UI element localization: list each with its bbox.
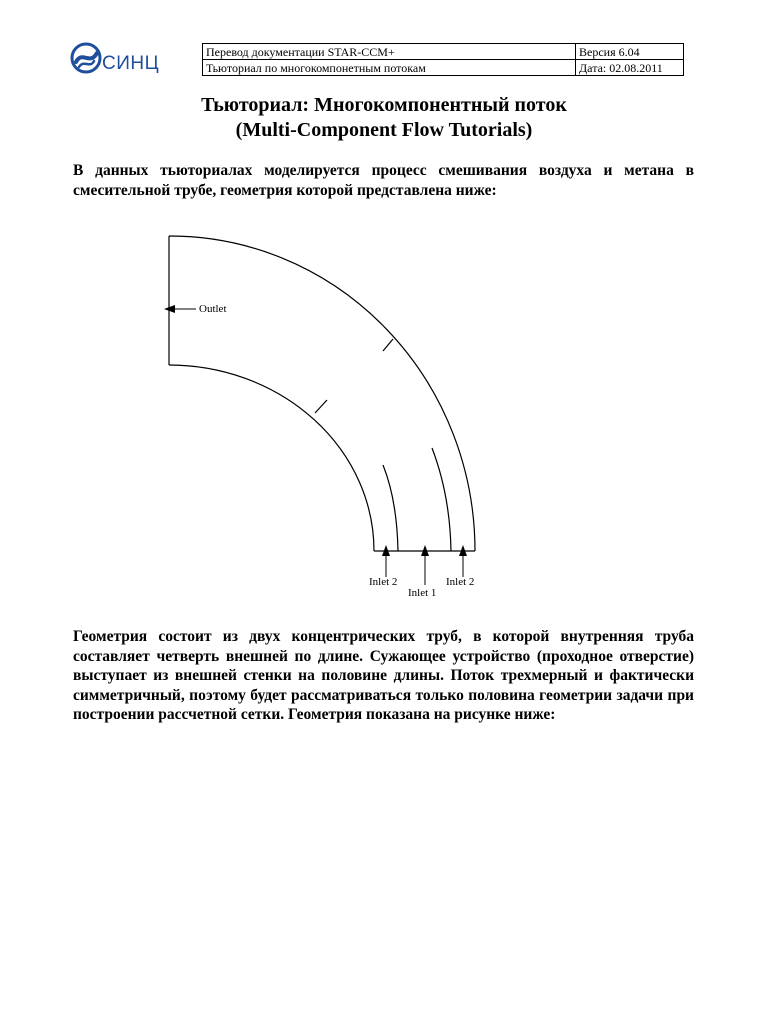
header-tutorial: Тьюториал по многокомпонетным потокам bbox=[203, 60, 576, 76]
inner-wall bbox=[169, 365, 374, 551]
logo-icon bbox=[70, 42, 102, 74]
header-translation: Перевод документации STAR-CCM+ bbox=[203, 44, 576, 60]
mixing-pipe-figure bbox=[140, 225, 520, 605]
inner-pipe-left bbox=[383, 465, 398, 551]
outlet-label: Outlet bbox=[199, 303, 227, 315]
inlet-2-left-label: Inlet 2 bbox=[369, 576, 398, 588]
inlet-1-label: Inlet 1 bbox=[408, 587, 437, 599]
intro-paragraph: В данных тьюториалах моделируется процесс смешивания воздуха и метана в смесительной трубе, геометрия которой представлена ниже: bbox=[73, 162, 694, 199]
company-logo bbox=[70, 40, 170, 80]
orifice-inner bbox=[315, 400, 327, 413]
inner-pipe-right bbox=[432, 448, 451, 551]
logo-text: СИНЦ bbox=[102, 53, 160, 74]
header-date: Дата: 02.08.2011 bbox=[576, 60, 684, 76]
document-header-table bbox=[202, 43, 684, 76]
orifice-outer bbox=[383, 339, 393, 351]
page-title bbox=[0, 93, 768, 143]
header-version: Версия 6.04 bbox=[576, 44, 684, 60]
inlet-2-right-label: Inlet 2 bbox=[446, 576, 475, 588]
title-line-1: Тьюториал: Многокомпонентный поток bbox=[201, 94, 567, 116]
outer-wall bbox=[169, 236, 475, 551]
title-line-2: (Multi-Component Flow Tutorials) bbox=[235, 119, 533, 141]
description-paragraph: Геометрия состоит из двух концентрических труб, в которой внутренняя труба составляет четверть внешней по длине. Сужающее устройство (проходное отверстие) выступает из внешней стенки на половине длины. Поток трехмерный и фактически симметричный, поэтому будет рассматриваться только половина геометрии задачи при построении рассчетной сетки. Геометрия показана на рисунке ниже: bbox=[73, 628, 694, 724]
